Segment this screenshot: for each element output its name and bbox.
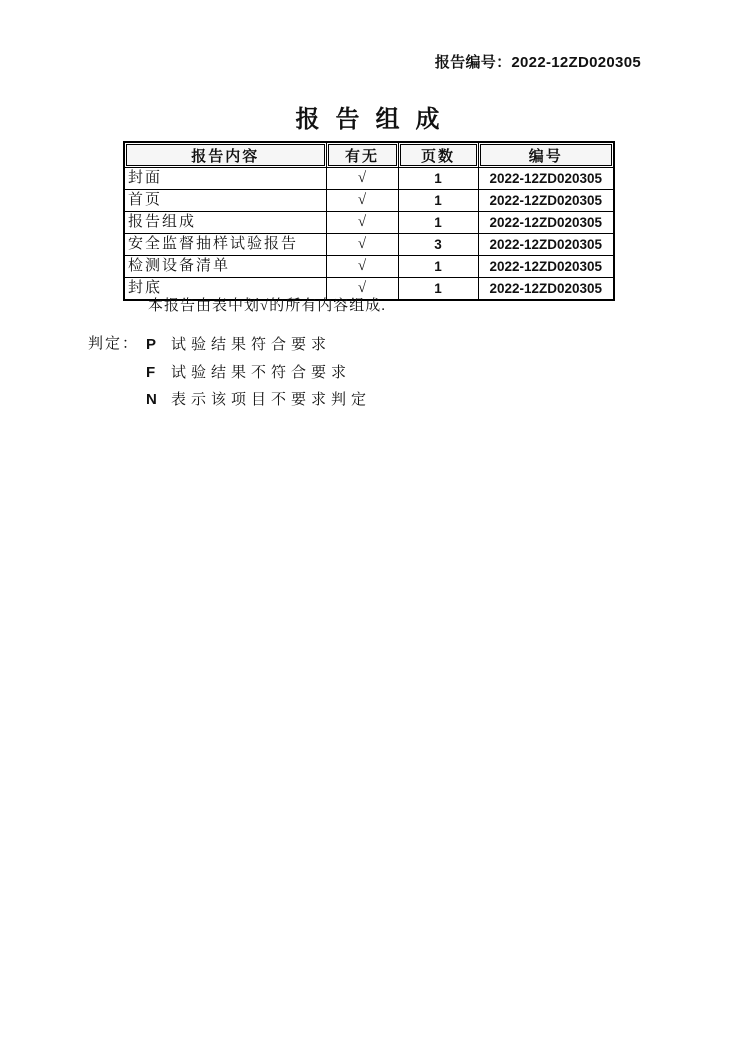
judgment-code: F xyxy=(146,363,156,381)
header-cell-report-content: 报告内容 xyxy=(124,142,326,168)
cell-page-count: 1 xyxy=(398,212,478,234)
cell-check-mark: √ xyxy=(326,190,398,212)
judgment-desc: 表示该项目不要求判定 xyxy=(171,392,372,408)
cell-report-number: 2022-12ZD020305 xyxy=(478,256,614,278)
table-row xyxy=(124,212,614,234)
cell-check-mark: √ xyxy=(326,234,398,256)
judgment-section xyxy=(88,331,371,414)
header-cell-number: 编号 xyxy=(478,142,614,168)
cell-report-number: 2022-12ZD020305 xyxy=(478,234,614,256)
cell-check-mark: √ xyxy=(326,212,398,234)
cell-report-content: 安全监督抽样试验报告 xyxy=(124,234,326,256)
cell-page-count: 1 xyxy=(398,190,478,212)
cell-check-mark: √ xyxy=(326,256,398,278)
cell-report-number: 2022-12ZD020305 xyxy=(478,190,614,212)
cell-report-content: 封面 xyxy=(124,168,326,190)
cell-report-number: 2022-12ZD020305 xyxy=(478,168,614,190)
table-note: 本报告由表中划√的所有内容组成. xyxy=(148,298,386,314)
page-title: 报 告 组 成 xyxy=(295,107,445,133)
header-cell-present: 有无 xyxy=(326,142,398,168)
table-row xyxy=(124,256,614,278)
report-number-value: 2022-12ZD020305 xyxy=(511,54,641,71)
judgment-desc: 试验结果不符合要求 xyxy=(171,364,352,381)
cell-page-count: 3 xyxy=(398,234,478,256)
judgment-desc: 试验结果符合要求 xyxy=(171,337,332,353)
judgment-code: N xyxy=(146,391,157,408)
cell-check-mark: √ xyxy=(326,168,398,190)
cell-page-count: 1 xyxy=(398,278,478,301)
judgment-item xyxy=(146,331,371,359)
report-table-head xyxy=(124,142,614,168)
table-row xyxy=(124,168,614,190)
report-number-label: 报告编号： xyxy=(434,54,512,71)
judgment-items xyxy=(146,331,371,414)
judgment-label: 判定： xyxy=(88,336,140,352)
cell-report-content: 封底 xyxy=(124,278,326,301)
cell-report-number: 2022-12ZD020305 xyxy=(478,278,614,301)
cell-report-content: 报告组成 xyxy=(124,212,326,234)
table-header-row xyxy=(124,142,614,168)
table-row xyxy=(124,234,614,256)
cell-check-mark: √ xyxy=(326,278,398,301)
table-row xyxy=(124,190,614,212)
cell-report-content: 首页 xyxy=(124,190,326,212)
judgment-item xyxy=(146,386,371,414)
judgment-item xyxy=(146,359,371,387)
cell-report-number: 2022-12ZD020305 xyxy=(478,212,614,234)
report-table-body xyxy=(124,168,614,301)
cell-page-count: 1 xyxy=(398,256,478,278)
report-number xyxy=(435,51,641,72)
report-table xyxy=(123,141,615,301)
cell-page-count: 1 xyxy=(398,168,478,190)
cell-report-content: 检测设备清单 xyxy=(124,256,326,278)
judgment-code: P xyxy=(146,336,157,353)
header-cell-pages: 页数 xyxy=(398,142,478,168)
